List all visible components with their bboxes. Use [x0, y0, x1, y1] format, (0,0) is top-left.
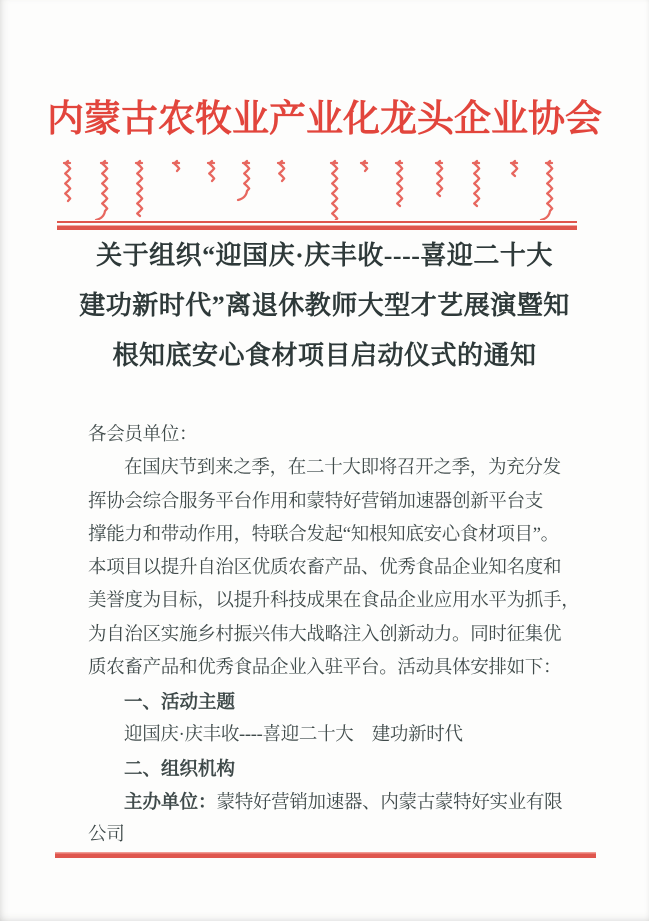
section-heading-organization: 二、组织机构	[124, 757, 236, 779]
body-line: 美誉度为目标，以提升科技成果在食品企业应用水平为抓手，	[88, 591, 580, 612]
host-unit-label: 主办单位：	[124, 791, 217, 813]
body-line: 挥协会综合服务平台作用和蒙特好营销加速器创新平台支	[88, 491, 544, 512]
body-line: 为自治区实施乡村振兴伟大战略注入创新动力。同时征集优	[88, 624, 562, 645]
mongolian-script-icon	[0, 158, 649, 220]
host-unit-value: 蒙特好营销加速器、内蒙古蒙特好实业有限	[216, 793, 563, 814]
body-line: 本项目以提升自治区优质农畜产品、优秀食品企业知名度和	[88, 558, 562, 579]
host-unit-line	[88, 785, 563, 818]
bottom-rule	[55, 852, 596, 858]
title-line: 建功新时代”离退休教师大型才艺展演暨知	[79, 291, 570, 320]
title-line: 关于组织“迎国庆·庆丰收----喜迎二十大	[96, 241, 553, 270]
org-name: 内蒙古农牧业产业化龙头企业协会	[47, 99, 602, 140]
body-line: 撑能力和带动作用，特联合发起“知根知底安心食材项目”。	[88, 524, 559, 545]
body-line: 质农畜产品和优秀食品企业入驻平台。活动具体安排如下：	[88, 658, 562, 679]
host-unit-continuation: 公司	[88, 824, 125, 845]
body-line: 在国庆节到来之季，在二十大即将召开之季，为充分发	[124, 458, 561, 479]
title-line: 根知底安心食材项目启动仪式的通知	[112, 341, 537, 370]
document-body	[0, 419, 649, 852]
document-title	[0, 231, 649, 381]
salutation: 各会员单位：	[88, 425, 198, 445]
letterhead-divider-rule	[57, 221, 577, 230]
section-heading-activity-theme: 一、活动主题	[124, 691, 236, 713]
letterhead	[0, 90, 649, 230]
activity-theme-text: 迎国庆·庆丰收----喜迎二十大 建功新时代	[124, 724, 463, 745]
